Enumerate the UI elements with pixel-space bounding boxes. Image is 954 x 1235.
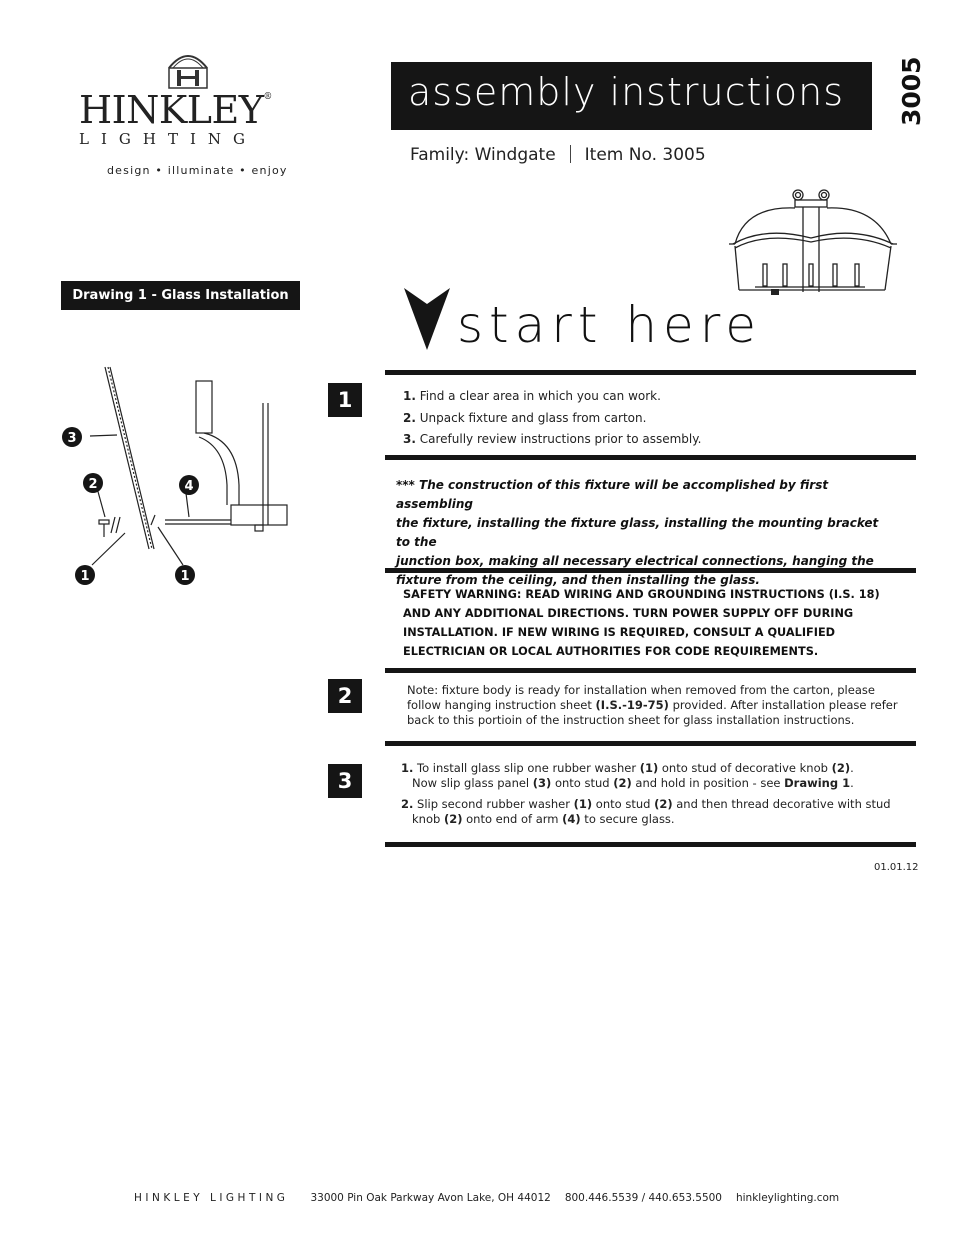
list-item: 2. Slip second rubber washer (1) onto stud (2) and then thread decorative with stud knob (2) onto end of arm (4) to secure glass.: [401, 797, 891, 826]
section-rule: [385, 741, 916, 746]
logo-brand: HINKLEY®: [79, 88, 272, 132]
safety-warning: SAFETY WARNING: READ WIRING AND GROUNDING INSTRUCTIONS (I.S. 18) AND ANY ADDITIONAL DIRECTIONS. TURN POWER SUPPLY OFF DURING INSTALLATION. IF NEW WIRING IS REQUIRED, CONSULT A QUALIFIED ELECTRICIAN OR LOCAL AUTHORITIES FOR CODE REQUIREMENTS.: [403, 588, 880, 658]
footer: [134, 1192, 839, 1204]
step-3-list: [401, 761, 911, 833]
item-number-vertical: 3005: [897, 56, 926, 126]
footer-phone: 800.446.5539 / 440.653.5500: [564, 1192, 722, 1204]
list-item: 3. Carefully review instructions prior to assembly.: [403, 432, 702, 446]
start-here-heading: start here: [457, 296, 763, 354]
step-2-text: Note: fixture body is ready for installation when removed from the carton, please follow hanging instruction sheet (I.S.-19-75) provided. After installation please refer back to this portioin of the instruction sheet for glass installation instructions.: [407, 683, 898, 727]
logo-tagline: design • illuminate • enjoy: [107, 164, 288, 177]
callout-3: 3: [67, 431, 77, 446]
callout-1b: 1: [180, 569, 190, 584]
footer-website: hinkleylighting.com: [735, 1192, 840, 1204]
section-rule: [385, 370, 916, 375]
step-2-badge: 2: [328, 679, 362, 713]
step-3-badge: 3: [328, 764, 362, 798]
hinkley-logo: [75, 40, 305, 190]
callout-4: 4: [184, 479, 194, 494]
glass-installation-drawing: [55, 355, 305, 595]
step-1-badge: 1: [328, 383, 362, 417]
callout-1a: 1: [80, 569, 90, 584]
family-name: Family: Windgate: [410, 145, 556, 165]
section-rule: [385, 668, 916, 673]
drawing-label: Drawing 1 - Glass Installation: [61, 281, 300, 310]
divider: [570, 145, 571, 163]
section-rule: [385, 842, 916, 847]
callout-2: 2: [88, 477, 98, 492]
logo-subtitle: LIGHTING: [79, 130, 257, 148]
footer-address: 33000 Pin Oak Parkway Avon Lake, OH 44012: [310, 1192, 551, 1204]
construction-note: *** The construction of this fixture will be accomplished by first assembling the fixture, installing the fixture glass, installing the mounting bracket to the junction box, making all necessary electrical connections, hanging the fixture from the ceiling, and then installing the glass.: [396, 478, 879, 587]
start-arrow-icon: [404, 288, 450, 350]
footer-company: HINKLEY LIGHTING: [134, 1192, 289, 1204]
fixture-illustration: [725, 186, 915, 298]
crest-icon: [163, 46, 213, 90]
item-number: Item No. 3005: [584, 145, 706, 165]
section-rule: [385, 455, 916, 460]
date-code: 01.01.12: [874, 862, 919, 873]
list-item: 1. To install glass slip one rubber washer (1) onto stud of decorative knob (2). Now slip glass panel (3) onto stud (2) and hold in position - see Drawing 1.: [401, 761, 854, 790]
page-title: assembly instructions: [391, 62, 872, 130]
family-line: [410, 145, 706, 165]
list-item: 2. Unpack fixture and glass from carton.: [403, 410, 647, 425]
list-item: 1. Find a clear area in which you can work.: [403, 389, 661, 403]
step-1-list: [403, 386, 701, 451]
